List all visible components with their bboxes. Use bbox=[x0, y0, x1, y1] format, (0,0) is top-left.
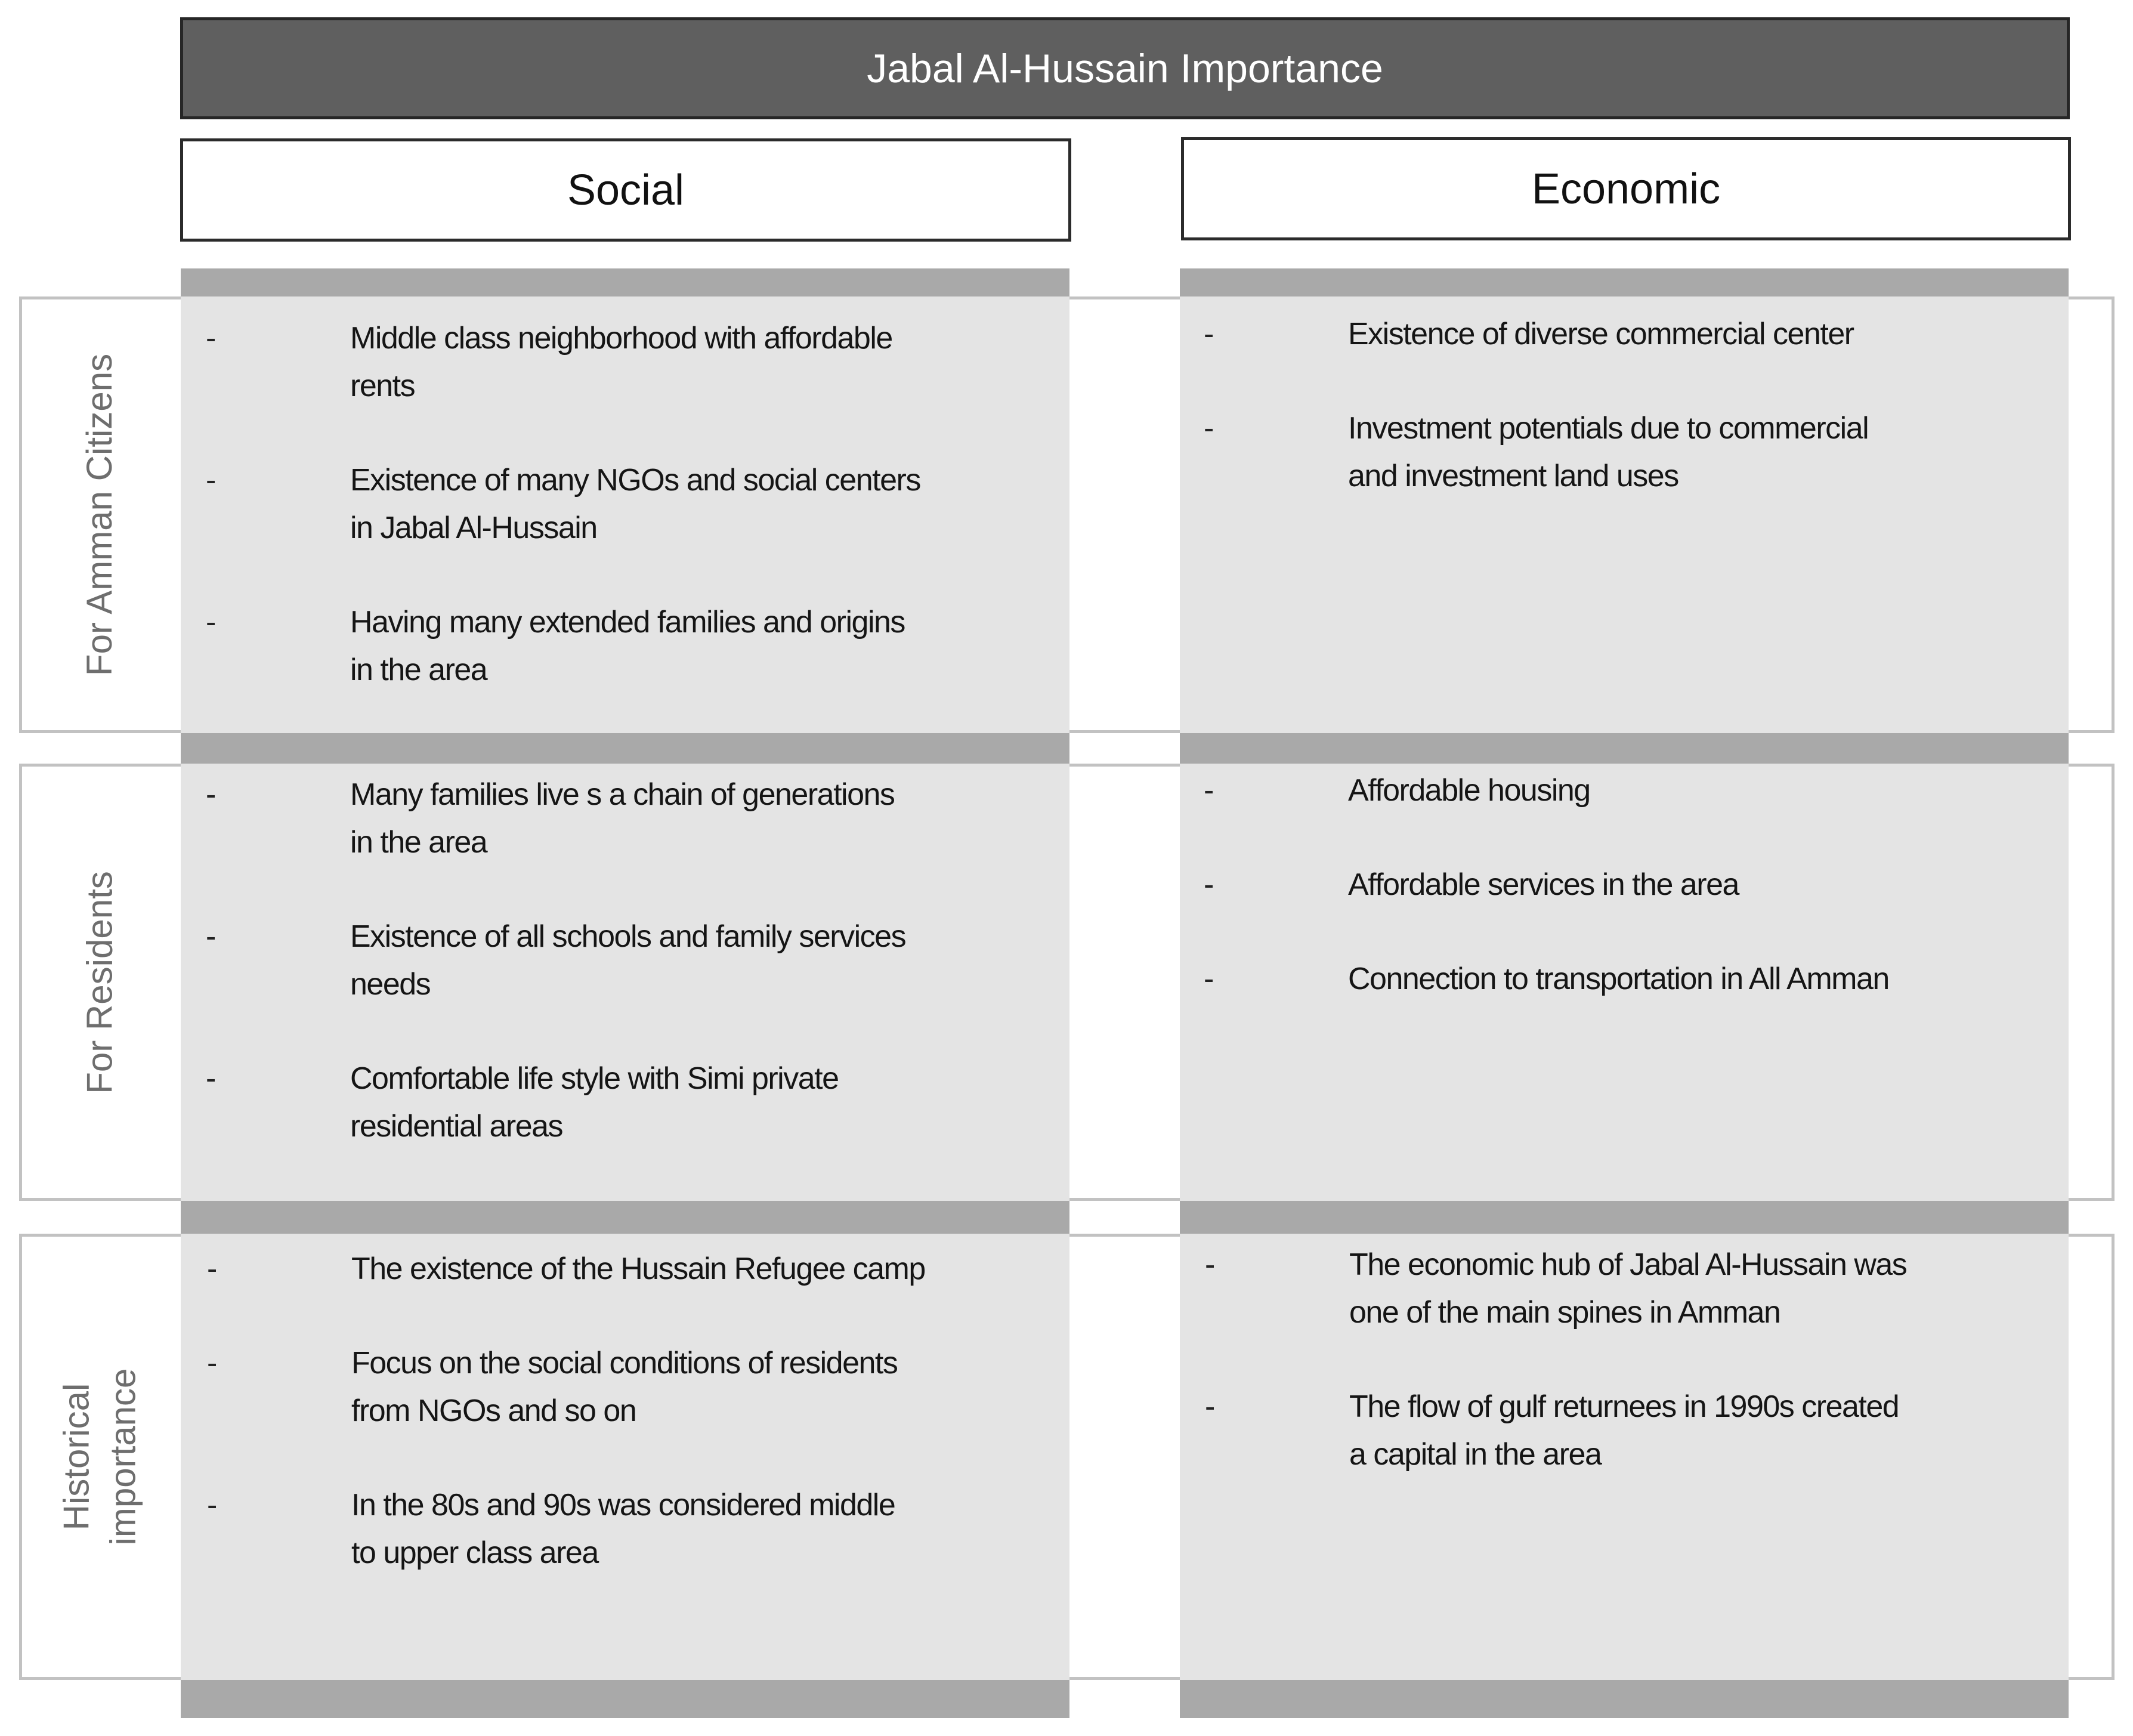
bullet-dash: - bbox=[207, 1488, 218, 1522]
cell-residents-social bbox=[206, 771, 1065, 1197]
item-line: Many families live s a chain of generations bbox=[350, 777, 895, 812]
column-band bbox=[1180, 1201, 2069, 1234]
list-item bbox=[206, 314, 1065, 410]
bullet-dash: - bbox=[206, 463, 217, 498]
list-item bbox=[1204, 861, 2063, 909]
list-item bbox=[1204, 310, 2063, 358]
item-line: Connection to transportation in All Amman bbox=[1348, 962, 1889, 996]
column-header-social-text: Social bbox=[567, 166, 685, 214]
row-label-amman-citizens bbox=[19, 299, 181, 730]
list-item bbox=[206, 913, 1065, 1008]
item-line: Comfortable life style with Simi private bbox=[350, 1061, 839, 1096]
cell-residents-economic bbox=[1204, 767, 2063, 1049]
list-item bbox=[1204, 767, 2063, 814]
item-line: residential areas bbox=[350, 1109, 563, 1144]
item-line: Having many extended families and origins bbox=[350, 605, 905, 640]
item-line: Affordable services in the area bbox=[1348, 867, 1739, 902]
list-item bbox=[206, 1055, 1065, 1150]
bullet-dash: - bbox=[207, 1346, 218, 1380]
item-line: rents bbox=[350, 369, 415, 403]
item-line: and investment land uses bbox=[1348, 459, 1678, 493]
item-line: Affordable housing bbox=[1348, 773, 1590, 808]
item-line: Middle class neighborhood with affordable bbox=[350, 321, 892, 356]
list-item bbox=[206, 456, 1065, 552]
item-line: Existence of diverse commercial center bbox=[1348, 317, 1854, 351]
item-line: The flow of gulf returnees in 1990s created bbox=[1349, 1389, 1899, 1424]
bullet-dash: - bbox=[206, 919, 217, 954]
item-line: a capital in the area bbox=[1349, 1437, 1602, 1472]
column-header-economic bbox=[1181, 137, 2071, 240]
row-label-text: Historical bbox=[56, 1383, 97, 1531]
list-item bbox=[1205, 1241, 2064, 1336]
cell-amman-economic bbox=[1204, 310, 2063, 546]
column-band bbox=[181, 1680, 1069, 1718]
item-line: needs bbox=[350, 967, 431, 1002]
column-band bbox=[181, 1201, 1069, 1234]
bullet-dash: - bbox=[206, 321, 217, 356]
bullet-dash: - bbox=[1204, 411, 1214, 446]
bullet-dash: - bbox=[1205, 1389, 1216, 1424]
item-line: Existence of many NGOs and social centers bbox=[350, 463, 920, 498]
item-line: Investment potentials due to commercial bbox=[1348, 411, 1869, 446]
bullet-dash: - bbox=[207, 1252, 218, 1286]
list-item bbox=[207, 1481, 1066, 1577]
item-line: The existence of the Hussain Refugee camp bbox=[351, 1252, 925, 1286]
item-line: in the area bbox=[350, 653, 487, 687]
column-header-economic-text: Economic bbox=[1531, 165, 1721, 213]
bullet-dash: - bbox=[1204, 867, 1214, 902]
item-line: The economic hub of Jabal Al-Hussain was bbox=[1349, 1247, 1907, 1282]
item-line: Existence of all schools and family services bbox=[350, 919, 906, 954]
row-label-text: For Residents bbox=[79, 870, 120, 1094]
list-item bbox=[207, 1245, 1066, 1293]
bullet-dash: - bbox=[1204, 317, 1214, 351]
item-line: Focus on the social conditions of residents bbox=[351, 1346, 898, 1380]
bullet-dash: - bbox=[1205, 1247, 1216, 1282]
item-line: to upper class area bbox=[351, 1536, 598, 1570]
list-item bbox=[1204, 955, 2063, 1003]
list-item bbox=[207, 1339, 1066, 1435]
item-line: one of the main spines in Amman bbox=[1349, 1295, 1780, 1330]
column-band bbox=[1180, 733, 2069, 764]
bullet-dash: - bbox=[206, 1061, 217, 1096]
bullet-dash: - bbox=[206, 605, 217, 640]
diagram-title-text: Jabal Al-Hussain Importance bbox=[867, 45, 1383, 91]
row-label-text: importance bbox=[103, 1368, 143, 1546]
column-band bbox=[1180, 1680, 2069, 1718]
row-label-historical bbox=[19, 1237, 181, 1677]
row-label-text: For Amman Citizens bbox=[79, 353, 120, 677]
column-header-social bbox=[180, 138, 1071, 242]
cell-historical-social bbox=[207, 1245, 1066, 1623]
item-line: in the area bbox=[350, 825, 487, 860]
diagram-title bbox=[180, 17, 2070, 119]
item-line: In the 80s and 90s was considered middle bbox=[351, 1488, 895, 1522]
list-item bbox=[1204, 404, 2063, 500]
list-item bbox=[206, 598, 1065, 694]
cell-amman-social bbox=[206, 314, 1065, 740]
bullet-dash: - bbox=[1204, 962, 1214, 996]
bullet-dash: - bbox=[1204, 773, 1214, 808]
row-label-residents bbox=[19, 767, 181, 1198]
column-band bbox=[1180, 268, 2069, 296]
cell-historical-economic bbox=[1205, 1241, 2064, 1525]
list-item bbox=[1205, 1383, 2064, 1478]
column-band bbox=[181, 268, 1069, 296]
item-line: in Jabal Al-Hussain bbox=[350, 511, 597, 545]
list-item bbox=[206, 771, 1065, 866]
item-line: from NGOs and so on bbox=[351, 1394, 636, 1428]
bullet-dash: - bbox=[206, 777, 217, 812]
